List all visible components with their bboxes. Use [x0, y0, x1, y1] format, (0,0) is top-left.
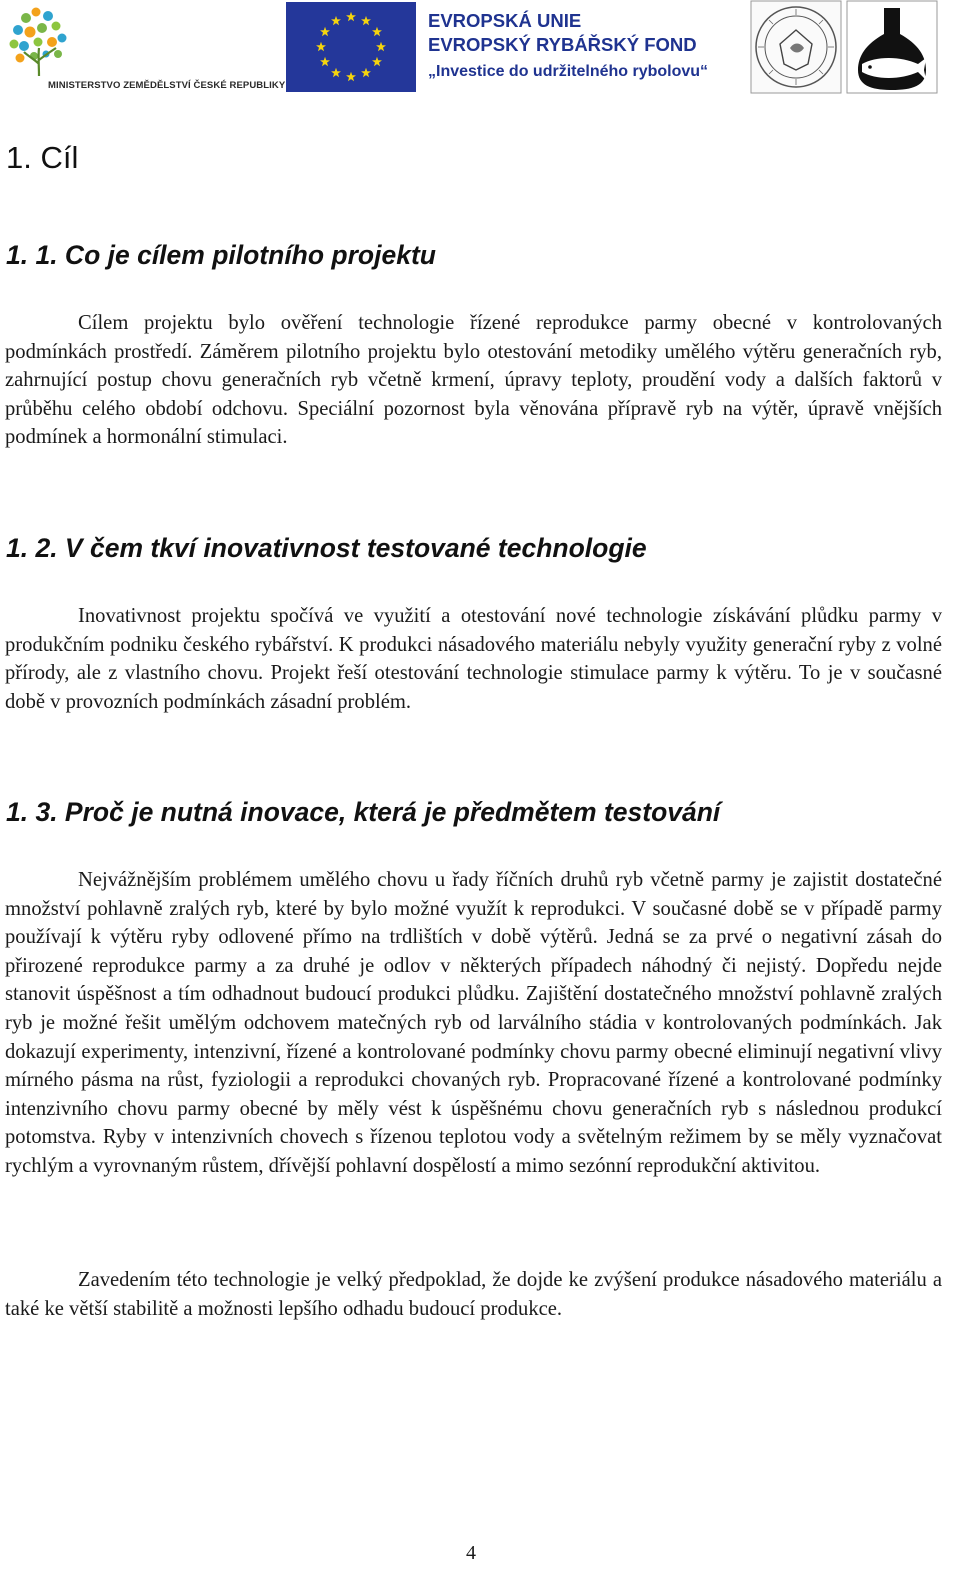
- eu-star-icon: [372, 27, 382, 36]
- eu-star-icon: [331, 16, 341, 25]
- ministry-name: MINISTERSTVO ZEMĚDĚLSTVÍ ČESKÉ REPUBLIKY: [48, 80, 286, 91]
- fish-flask-icon: [846, 0, 938, 94]
- eu-fund-logo: [286, 2, 756, 96]
- eu-star-icon: [320, 57, 330, 66]
- section-heading-1-2: 1. 2. V čem tkví inovativnost testované technologie: [6, 533, 647, 563]
- eu-star-icon: [346, 72, 356, 81]
- seal-icon: [750, 0, 842, 94]
- research-institute-logo: [846, 0, 938, 94]
- section-heading-1-3: 1. 3. Proč je nutná inovace, která je předmětem testování: [6, 797, 721, 827]
- eu-star-icon: [346, 12, 356, 21]
- eu-star-icon: [316, 42, 326, 51]
- university-seal-logo: [750, 0, 842, 94]
- eu-union-label: EVROPSKÁ UNIE: [428, 10, 582, 31]
- section-1-2-paragraph: Inovativnost projektu spočívá ve využití a otestování nové technologie získávání plůdku parmy v produkčním podniku českého rybářství. K produkci násadového materiálu nebyly využity generační ryby z volné přírody, ale z vlastního chovu. Projekt řeší otestování technologie stimulace parmy k výtěru. To je v současné době v provozních podmínkách zásadní problém.: [5, 605, 942, 713]
- eu-star-icon: [331, 68, 341, 77]
- eu-star-icon: [376, 42, 386, 51]
- section-1-3-paragraph-1: Nejvážnějším problémem umělého chovu u řady říčních druhů ryb včetně parmy je zajistit dostatečné množství pohlavně zralých ryb, které by bylo možné využít k reprodukci. V současné době se v případě parmy používají k výtěru ryby odlovené přímo na trdlištích v době výtěrů. Jedná se za prvé o negativní zásah do přirozené reprodukce parmy a za druhé je odlov v některých případech náhodný či nejistý. Dopředu nejde stanovit úspěšnost a tím odhadnout budoucí produkci plůdku. Zajištění dostatečného množství pohlavně zralých ryb je možné řešit umělým odchovem matečných ryb od larválního stádia v kontrolovaných podmínkách. Jak dokazují experimenty, intenzivní, řízené a kontrolované podmínky chovu parmy obecné eliminují negativní vlivy mírného pásma na růst, fyziologii a reprodukci chovaných ryb. Propracované řízené a kontrolované podmínky intenzivního chovu parmy obecné by měly vést k úspěšnému chovu generačních ryb s následnou produkcí potomstva. Ryby v intenzivních chovech s řízenou teplotou vody a světelným režimem by se měly vyznačovat rychlým a vyrovnaným růstem, dřívější pohlavní dospělostí a mimo sezónní reprodukční aktivitou.: [5, 869, 942, 1177]
- eu-fisheries-fund-label: EVROPSKÝ RYBÁŘSKÝ FOND: [428, 34, 697, 55]
- section-1-1-paragraph: Cílem projektu bylo ověření technologie řízené reprodukce parmy obecné v kontrolovaných podmínkách prostředí. Záměrem pilotního projektu bylo otestování metodiky umělého výtěru generačních ryb, zahrnující postup chovu generačních ryb včetně krmení, úpravy teploty, proudění vody a dalších faktorů v průběhu celého období odchovu. Speciální pozornost byla věnována přípravě ryb na výtěr, úpravě vnějších podmínek a hormonální stimulaci.: [5, 312, 942, 449]
- chapter-heading: 1. Cíl: [6, 140, 79, 175]
- eu-star-icon: [372, 57, 382, 66]
- eu-star-icon: [361, 68, 371, 77]
- eu-slogan: „Investice do udržitelného rybolovu“: [428, 63, 709, 80]
- ministry-of-agriculture-logo: [6, 4, 286, 96]
- page-number: 4: [466, 1542, 476, 1564]
- eu-flag-icon: [286, 2, 416, 92]
- eu-star-icon: [320, 27, 330, 36]
- section-heading-1-1: 1. 1. Co je cílem pilotního projektu: [6, 240, 436, 270]
- eu-star-icon: [361, 16, 371, 25]
- section-1-3-paragraph-2: Zavedením této technologie je velký předpoklad, že dojde ke zvýšení produkce násadového materiálu a také ke větší stabilitě a možnosti lepšího odhadu budoucí produkce.: [5, 1269, 942, 1320]
